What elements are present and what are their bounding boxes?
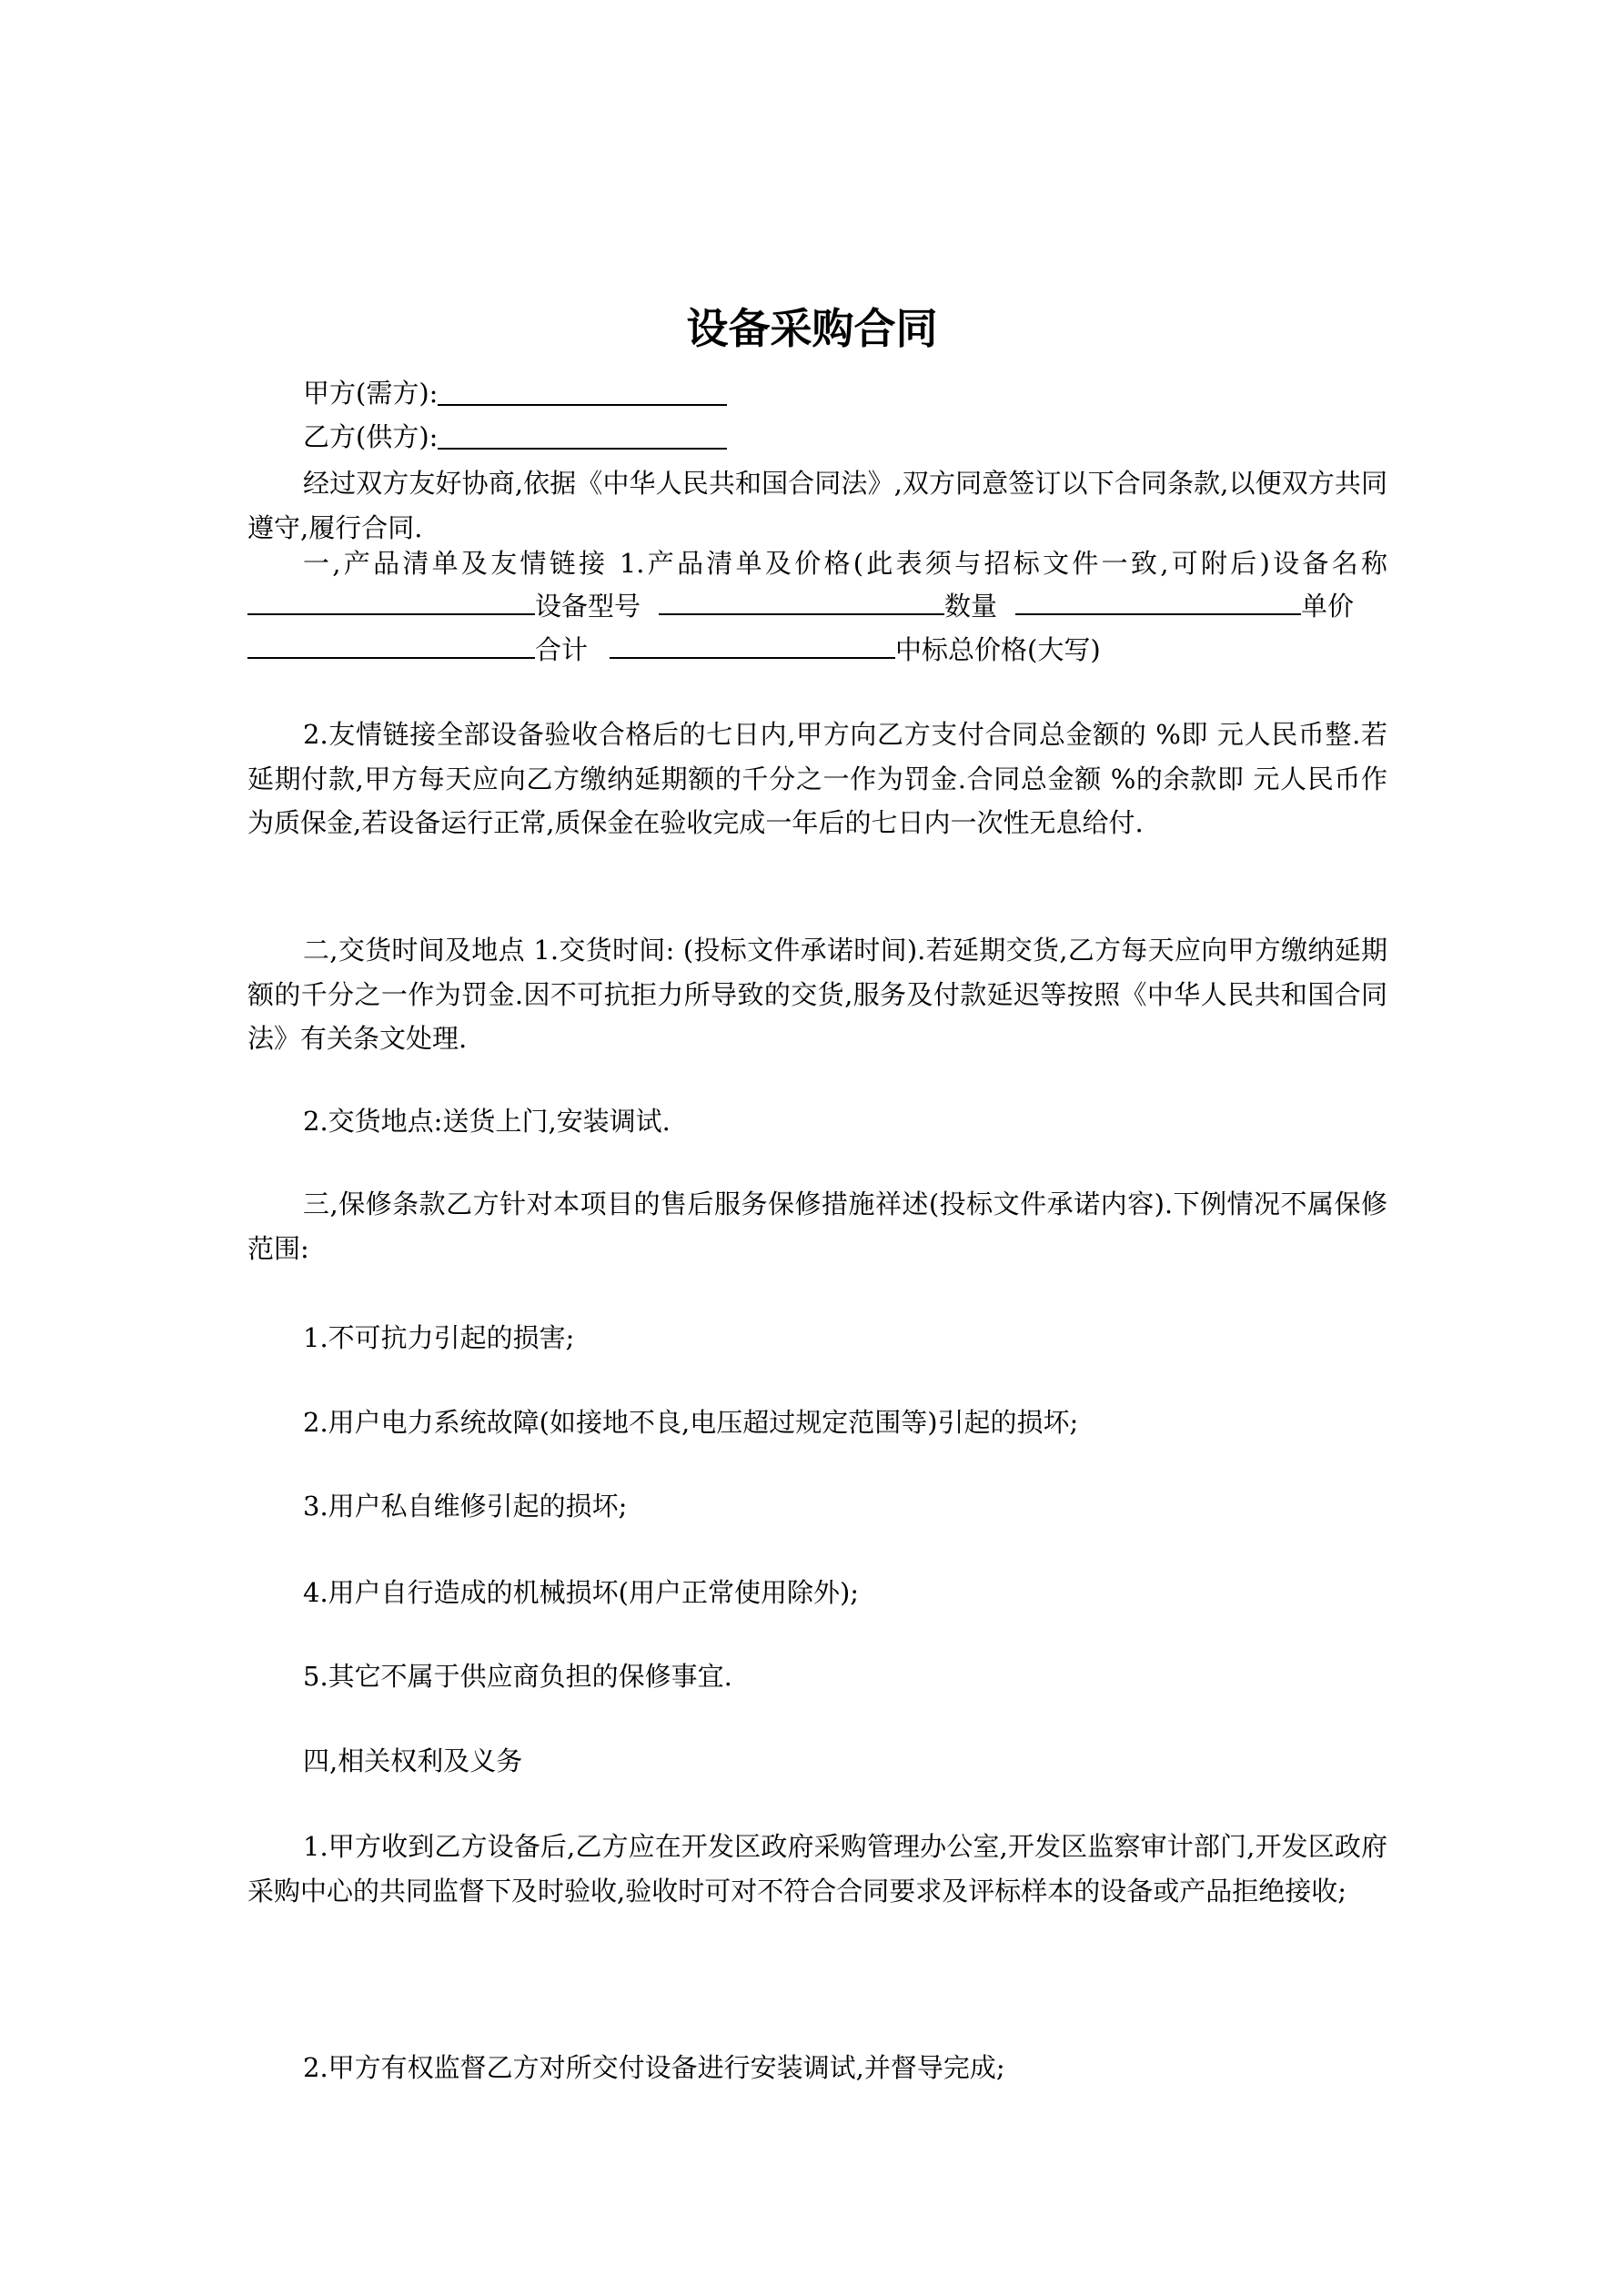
bid-total-label: 中标总价格(大写) bbox=[895, 634, 1101, 665]
party-b-label: 乙方(供方): bbox=[303, 421, 439, 452]
party-b-line bbox=[247, 415, 1443, 459]
party-a-label: 甲方(需方): bbox=[303, 378, 439, 409]
unit-price-blank bbox=[247, 630, 535, 659]
form-row-1 bbox=[247, 584, 1387, 628]
device-name-blank bbox=[247, 586, 535, 615]
section1-heading: 一,产品清单及友情链接 1.产品清单及价格(此表须与招标文件一致,可附后)设备名称 bbox=[303, 548, 1387, 579]
form-row-2 bbox=[247, 628, 1387, 672]
unit-price-label: 单价 bbox=[1301, 591, 1355, 622]
party-a-line bbox=[247, 371, 1443, 415]
delivery-time-paragraph: 二,交货时间及地点 1.交货时间: (投标文件承诺时间).若延期交货,乙方每天应向甲方缴纳延期额的千分之一作为罚金.因不可抗拒力所导致的交货,服务及付款延迟等按照《中华人民共和国合同法》有关条文处理. bbox=[247, 935, 1387, 1054]
document-title: 设备采购合同 bbox=[686, 304, 938, 353]
total-label: 合计 bbox=[535, 634, 589, 665]
party-b-blank bbox=[438, 420, 727, 450]
warranty-item: 2.用户电力系统故障(如接地不良,电压超过规定范围等)引起的损坏; bbox=[303, 1407, 1079, 1438]
quantity-label: 数量 bbox=[944, 591, 998, 622]
quantity-blank bbox=[1015, 586, 1301, 615]
party-a-blank bbox=[438, 377, 727, 406]
model-label: 设备型号 bbox=[535, 591, 641, 622]
warranty-item: 5.其它不属于供应商负担的保修事宜. bbox=[303, 1661, 732, 1692]
warranty-heading: 三,保修条款乙方针对本项目的售后服务保修措施祥述(投标文件承诺内容).下例情况不属保修范围: bbox=[247, 1188, 1387, 1264]
delivery-place-paragraph: 2.交货地点:送货上门,安装调试. bbox=[303, 1106, 671, 1137]
model-blank bbox=[659, 586, 944, 615]
total-blank bbox=[610, 630, 895, 659]
warranty-item: 4.用户自行造成的机械损坏(用户正常使用除外); bbox=[303, 1577, 860, 1608]
warranty-item: 1.不可抗力引起的损害; bbox=[303, 1322, 575, 1353]
rights-item: 1.甲方收到乙方设备后,乙方应在开发区政府采购管理办公室,开发区监察审计部门,开发区政府采购中心的共同监督下及时验收,验收时可对不符合合同要求及评标样本的设备或产品拒绝接收; bbox=[247, 1831, 1387, 1907]
intro-paragraph: 经过双方友好协商,依据《中华人民共和国合同法》,双方同意签订以下合同条款,以便双方共同遵守,履行合同. bbox=[247, 468, 1387, 543]
rights-heading: 四,相关权利及义务 bbox=[303, 1745, 523, 1776]
rights-item: 2.甲方有权监督乙方对所交付设备进行安装调试,并督导完成; bbox=[303, 2052, 1005, 2083]
warranty-item: 3.用户私自维修引起的损坏; bbox=[303, 1491, 628, 1522]
payment-paragraph: 2.友情链接全部设备验收合格后的七日内,甲方向乙方支付合同总金额的 %即 元人民币整.若延期付款,甲方每天应向乙方缴纳延期额的千分之一作为罚金.合同总金额 %的余款即 元人民币作为质保金,若设备运行正常,质保金在验收完成一年后的七日内一次性无息给付. bbox=[247, 719, 1387, 838]
